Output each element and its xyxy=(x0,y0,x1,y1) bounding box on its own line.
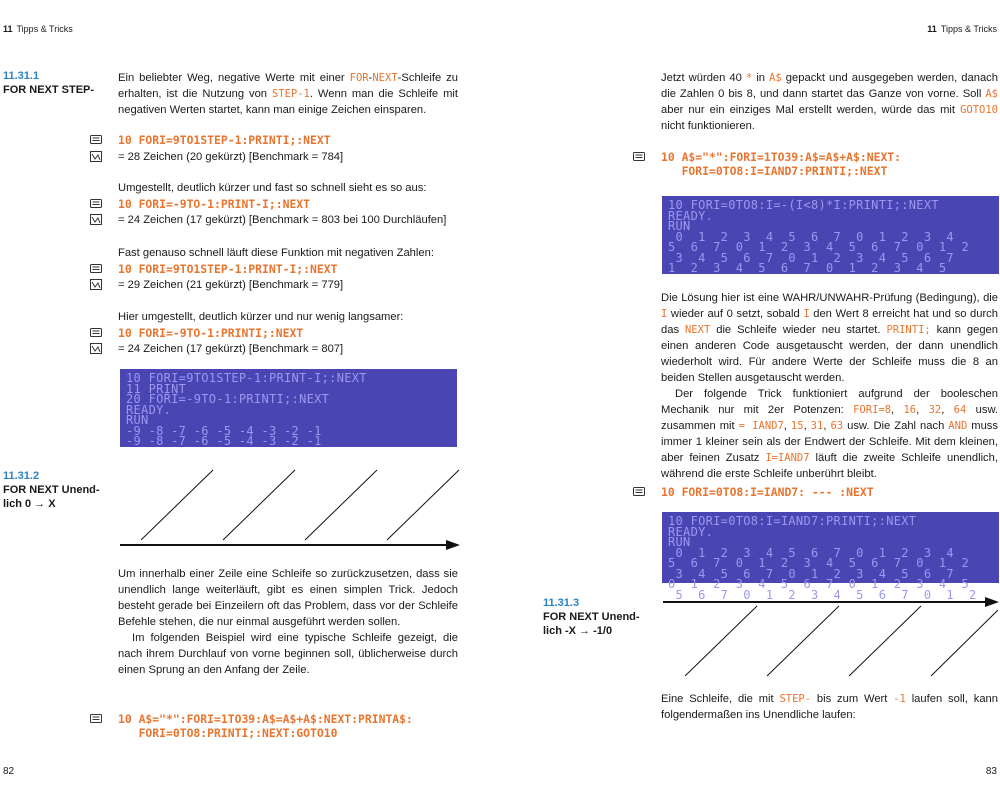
code-line: 10 FORI=9TO1STEP-1:PRINT-I;:NEXT xyxy=(118,262,338,276)
keyboard-icon xyxy=(90,713,102,724)
keyboard-icon xyxy=(633,151,645,162)
right-intro-paragraph: Jetzt würden 40 * in A$ gepackt und ausgegeben werden, danach die Zahlen 0 bis 8, und dann startet das Ganze von vorne. Soll A$ aber nur ein einziges Mal erstellt werden, würde das mit GOTO10 nicht funktionieren. xyxy=(661,72,998,132)
page-number-left: 82 xyxy=(3,766,15,777)
section-heading-11-31-1 xyxy=(3,70,108,97)
chapter-title: Tipps & Tricks xyxy=(940,24,997,34)
section-heading-11-31-3 xyxy=(543,597,648,638)
chart-icon xyxy=(90,214,102,225)
infinite-loop-diagram-left xyxy=(115,468,465,554)
keyboard-icon xyxy=(90,134,102,145)
page-number-right: 83 xyxy=(985,766,997,777)
section-title: FOR NEXT Unend- lich -X → -1/0 xyxy=(543,611,640,637)
keyboard-icon xyxy=(90,263,102,274)
stats-line: = 28 Zeichen (20 gekürzt) [Benchmark = 784] xyxy=(118,151,344,163)
section-3-body: Eine Schleife, die mit STEP- bis zum Wert -1 laufen soll, kann folgendermaßen ins Unendliche laufen: xyxy=(661,693,998,721)
stats-line: = 24 Zeichen (17 gekürzt) [Benchmark = 803 bei 100 Durchläufen] xyxy=(118,214,447,226)
lead-text: Umgestellt, deutlich kürzer und fast so schnell sieht es so aus: xyxy=(118,182,427,194)
chart-icon xyxy=(90,151,102,162)
code-block: 10 A$="*":FORI=1TO39:A$=A$+A$:NEXT: FORI=0TO8:I=IAND7:PRINTI;:NEXT xyxy=(661,150,902,178)
right-explanation: Die Lösung hier ist eine WAHR/UNWAHR-Prüfung (Bedingung), die I wieder auf 0 setzt, sobald I den Wert 8 erreicht hat und so durch das NEXT die Schleife wieder neu startet. PRINTI; kann gegen einen anderen Code ausgetauscht werden, der dann unendlich wiederholt wird. Für andere Werte der Schleife muss die 8 an beiden Stellen ausgetauscht werden. Der folgende Trick funktioniert aufgrund der booleschen Mechanik nur mit 2er Potenzen: FORI=8, 16, 32, 64 usw. zusammen mit = IAND7, 15, 31, 63 usw. Die Zahl nach AND muss immer 1 kleiner sein als der Endwert der Schleife. Mit dem kleinen, aber feinen Zusatz I=IAND7 läuft die zweite Schleife unendlich, während die erste Schleife unberührt bleibt. xyxy=(661,292,999,480)
c64-screen-3: 10 FORI=0TO8:I=IAND7:PRINTI;:NEXT READY. RUN 0 1 2 3 4 5 6 7 0 1 2 3 4 5 6 7 0 1 2 3 4 5 6 7 0 1 2 3 4 5 6 7 0 1 2 3 4 5 6 7 0 1 2 3 4 5 6 7 0 1 2 3 4 5 5 6 7 0 1 2 3 4 5 6 7 0 1 2 xyxy=(662,512,999,583)
keyboard-icon xyxy=(90,327,102,338)
section-number: 11.31.3 xyxy=(543,597,580,609)
chapter-title: Tipps & Tricks xyxy=(16,24,73,34)
section-title: FOR NEXT STEP- xyxy=(3,84,95,96)
keyboard-icon xyxy=(90,198,102,209)
intro-paragraph: Ein beliebter Weg, negative Werte mit einer FOR-NEXT-Schleife zu erhalten, ist die Nutzung von STEP-1. Wenn man die Schleife mit negativen Werten startet, kann man einige Zeichen einsparen. xyxy=(118,72,458,116)
header-left xyxy=(3,24,73,34)
code-line: 10 FORI=0TO8:I=IAND7: --- :NEXT xyxy=(661,485,874,499)
keyboard-icon xyxy=(633,486,645,497)
c64-screen-1: 10 FORI=9TO1STEP-1:PRINT-I;:NEXT 11 PRINT 20 FORI=-9TO-1:PRINTI;:NEXT READY. RUN -9 -8 -7 -6 -5 -4 -3 -2 -1 -9 -8 -7 -6 -5 -4 -3 -2 -1 xyxy=(120,369,457,447)
header-right xyxy=(927,24,997,34)
section-title: FOR NEXT Unend- lich 0 → X xyxy=(3,484,100,510)
section-heading-11-31-2 xyxy=(3,470,108,511)
section-number: 11.31.1 xyxy=(3,70,40,82)
code-line: 10 FORI=-9TO-1:PRINT-I;:NEXT xyxy=(118,197,311,211)
chart-icon xyxy=(90,343,102,354)
code-block: 10 A$="*":FORI=1TO39:A$=A$+A$:NEXT:PRINTA$: FORI=0TO8:PRINTI;:NEXT:GOTO10 xyxy=(118,712,413,740)
chapter-number: 11 xyxy=(927,24,937,34)
code-line: 10 FORI=-9TO-1:PRINTI;:NEXT xyxy=(118,326,304,340)
section-2-body: Um innerhalb einer Zeile eine Schleife so zurückzusetzen, dass sie unendlich lange weiterläuft, gibt es einen simplen Trick. Jedoch besteht gerade bei Einzeilern oft das Problem, dass vor der Schleife Befehle stehen, die nur einmal ausgeführt werden sollen. Im folgenden Beispiel wird eine typische Schleife gezeigt, die nach ihrem Durchlauf von vorne beginnen soll, üblicherweise durch einen Sprung an den Anfang der Zeile. xyxy=(118,568,458,676)
lead-text: Fast genauso schnell läuft diese Funktion mit negativen Zahlen: xyxy=(118,247,434,259)
infinite-loop-diagram-right xyxy=(655,594,1000,680)
section-number: 11.31.2 xyxy=(3,470,40,482)
c64-screen-2: 10 FORI=0TO8:I=-(I<8)*I:PRINTI;:NEXT READY. RUN 0 1 2 3 4 5 6 7 0 1 2 3 4 5 6 7 0 1 2 3 4 5 6 7 0 1 2 3 4 5 6 7 0 1 2 3 4 5 6 7 1 2 3 4 5 6 7 0 1 2 3 4 5 xyxy=(662,196,999,274)
lead-text: Hier umgestellt, deutlich kürzer und nur wenig langsamer: xyxy=(118,311,404,323)
chart-icon xyxy=(90,279,102,290)
stats-line: = 24 Zeichen (17 gekürzt) [Benchmark = 807] xyxy=(118,343,344,355)
chapter-number: 11 xyxy=(3,24,13,34)
stats-line: = 29 Zeichen (21 gekürzt) [Benchmark = 779] xyxy=(118,279,344,291)
code-line: 10 FORI=9TO1STEP-1:PRINTI;:NEXT xyxy=(118,133,331,147)
